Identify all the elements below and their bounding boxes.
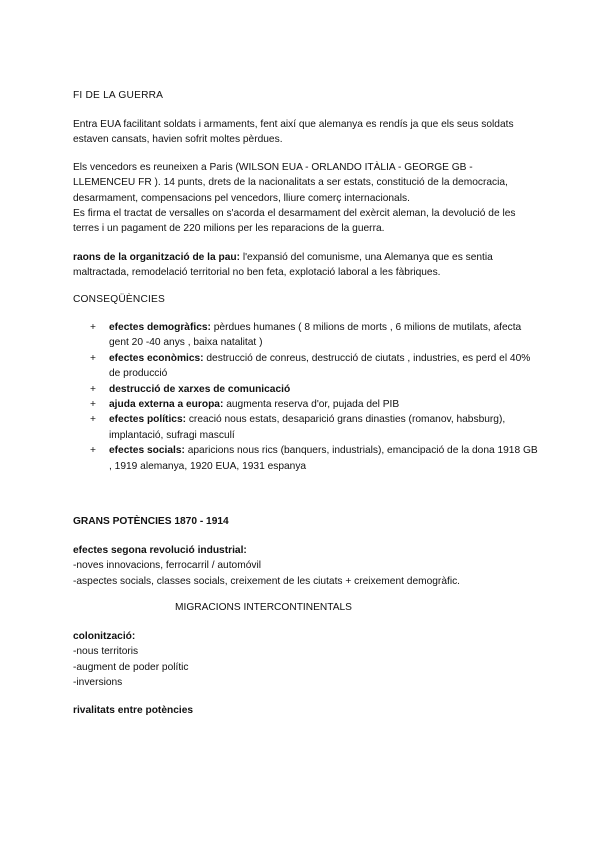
line-inversions: -inversions [73,677,123,689]
paragraph-raons [73,250,533,281]
line-nous-territoris: -nous territoris [73,646,139,658]
list-item [90,412,540,443]
list-item-text: augmenta reserva d'or, pujada del PIB [223,399,400,411]
consequencies-list [90,320,540,474]
bullet: + [90,383,96,395]
list-item-label: efectes polítics: [109,414,186,426]
list-item-text: pèrdues humanes ( 8 milions de morts , 6 milions de mutilats, afecta gent 20 -40 anys , baixa natalitat ) [109,322,522,349]
heading-rivalitats [73,703,533,718]
bullet: + [90,445,96,457]
bullet: + [90,414,96,426]
line-augment-poder: -augment de poder polític [73,661,189,673]
list-item [90,351,540,382]
list-item-label: ajuda externa a europa: [109,399,224,411]
list-item-label: efectes econòmics: [109,352,204,364]
paragraph-versalles: Es firma el tractat de versalles on s'acorda el desarmament del exèrcit aleman, la devolució de les terres i un pagament de 220 milions per les reparacions de la guerra. [73,208,516,235]
raons-text: l'expansió del comunisme, una Alemanya que es sentia maltractada, remodelació territorial no ben feta, explotació laboral a les fàbriques. [73,252,493,279]
heading-fi-de-la-guerra: FI DE LA GUERRA [73,90,164,101]
bullet: + [90,399,96,411]
list-item [90,443,540,474]
rivalitats-label: rivalitats entre potències [73,705,194,716]
list-item-text: aparicions nous rics (banquers, industrials), emancipació de la dona 1918 GB , 1919 alemanya, 1920 EUA, 1931 espanya [109,445,538,472]
raons-label: raons de la organització de la pau: [73,252,240,263]
paragraph-paris: Els vencedors es reuneixen a Paris (WILSON EUA - ORLANDO ITÀLIA - GEORGE GB - LLEMENCEU FR ). 14 punts, drets de la nacionalitats a ser estats, constitució de la democracia, desarmament, compensacions pel vencedors, lliure comerç internacionals. [73,162,508,204]
list-item-label: efectes socials: [109,445,185,457]
line-aspectes-socials: -aspectes socials, classes socials, creixement de les ciutats + creixement demogràfic. [73,575,461,587]
section-revolucio-industrial [73,543,533,589]
list-item-text: destrucció de conreus, destrucció de ciutats , industries, es perd el 40% de producció [109,352,531,380]
heading-consequencies: CONSEQÜÈNCIES [73,294,166,305]
list-item [90,320,540,351]
list-item-text: creació nous estats, desaparició grans dinasties (romanov, habsburg), implantació, sufragi masculí [109,414,506,441]
paragraph-intro: Entra EUA facilitant soldats i armaments, fent així que alemanya es rendís ja que els seus soldats estaven cansats, havien sofrit moltes pèrdues. [73,119,514,146]
revolucio-label: efectes segona revolució industrial: [73,545,247,556]
section-colonitzacio [73,629,533,691]
bullet: + [90,322,96,333]
heading-grans-potencies [73,514,533,529]
heading-grans-potencies-text: GRANS POTÈNCIES 1870 - 1914 [73,516,229,527]
colonitzacio-label: colonització: [73,631,136,642]
list-item [90,397,540,412]
list-item-label: destrucció de xarxes de comunicació [109,383,291,395]
bullet: + [90,352,96,364]
heading-migracions: MIGRACIONS INTERCONTINENTALS [175,602,352,613]
list-item [90,382,540,397]
list-item-label: efectes demogràfics: [109,322,211,333]
line-innovacions: -noves innovacions, ferrocarril / automóvil [73,560,261,572]
